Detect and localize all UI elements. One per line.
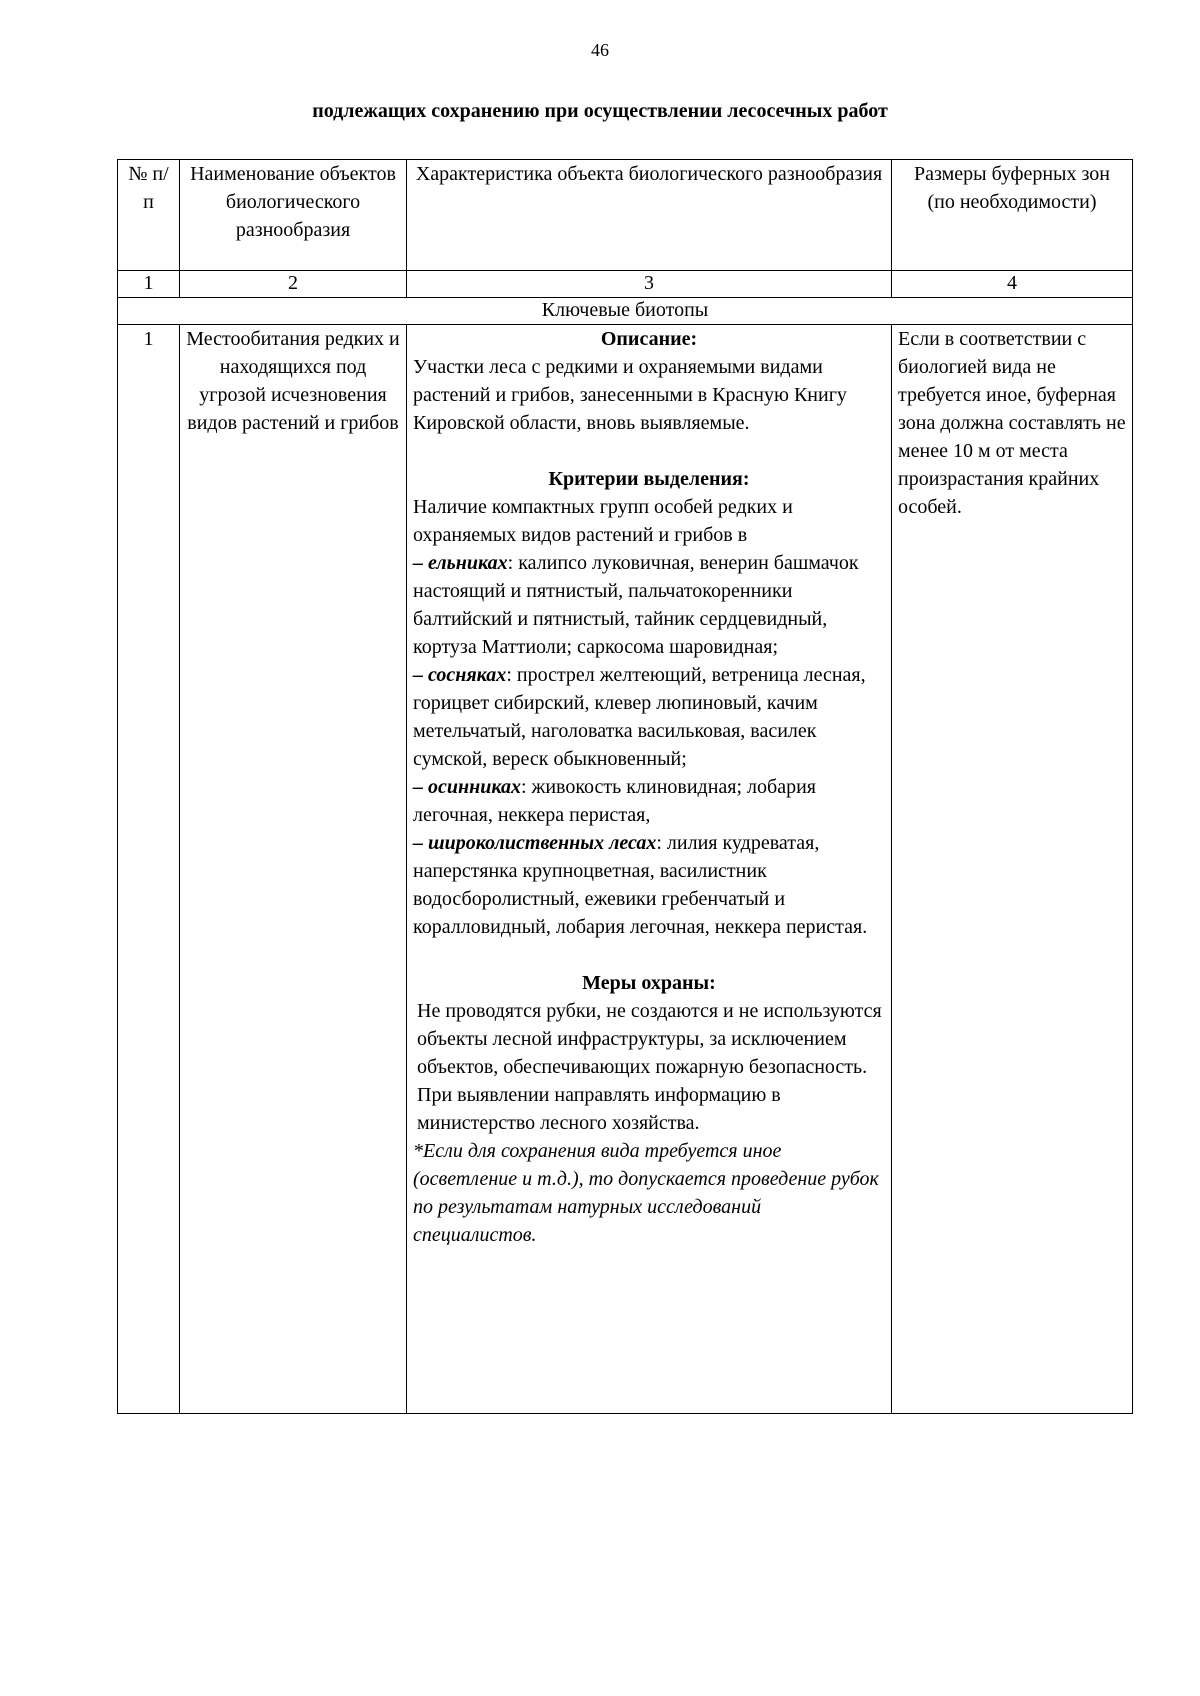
species-list: : калипсо луковичная, венерин башмачок настоящий и пятнистый, пальчатокоренники балтийский и пятнистый, тайник сердцевидный, кортуза Маттиоли; саркосома шаровидная; bbox=[413, 552, 859, 658]
column-number: 4 bbox=[892, 271, 1133, 298]
criteria-item-broadleaf bbox=[413, 829, 885, 941]
criteria-dash: – bbox=[413, 832, 428, 854]
header-buffer-zone: Размеры буферных зон (по необходимости) bbox=[892, 160, 1133, 271]
column-number: 1 bbox=[118, 271, 180, 298]
forest-type: широколиственных лесах bbox=[428, 832, 657, 854]
forest-type: ельниках bbox=[428, 552, 508, 574]
description-text: Участки леса с редкими и охраняемыми видами растений и грибов, занесенными в Красную Книгу Кировской области, вновь выявляемые. bbox=[413, 356, 847, 434]
header-characteristic: Характеристика объекта биологического разнообразия bbox=[407, 160, 892, 271]
section-title: Ключевые биотопы bbox=[118, 298, 1133, 325]
table-row bbox=[118, 325, 1133, 1414]
page-number: 46 bbox=[591, 40, 609, 60]
column-number: 3 bbox=[407, 271, 892, 298]
column-number: 2 bbox=[180, 271, 407, 298]
header-object-name: Наименование объектов биологического разнообразия bbox=[180, 160, 407, 271]
measures-title: Меры охраны: bbox=[582, 972, 716, 994]
forest-type: осинниках bbox=[428, 776, 521, 798]
forest-type: сосняках bbox=[428, 664, 507, 686]
criteria-dash: – bbox=[413, 552, 428, 574]
criteria-dash: – bbox=[413, 664, 428, 686]
row-number: 1 bbox=[118, 325, 180, 1414]
measures-text: Не проводятся рубки, не создаются и не используются объекты лесной инфраструктуры, за исключением объектов, обеспечивающих пожарную безопасность. bbox=[417, 1000, 882, 1078]
species-list: : лилия кудреватая, наперстянка крупноцветная, василистник водосборолистный, ежевики гребенчатый и коралловидный, лобария легочная, неккера перистая. bbox=[413, 832, 868, 938]
column-number-row bbox=[118, 271, 1133, 298]
species-list: : прострел желтеющий, ветреница лесная, горицвет сибирский, клевер люпиновый, качим метельчатый, наголоватка васильковая, василек сумской, вереск обыкновенный; bbox=[413, 664, 866, 770]
measures-text: При выявлении направлять информацию в министерство лесного хозяйства. bbox=[417, 1084, 781, 1134]
criteria-intro: Наличие компактных групп особей редких и охраняемых видов растений и грибов в bbox=[413, 496, 793, 546]
table-header-row bbox=[118, 160, 1133, 271]
buffer-zone: Если в соответствии с биологией вида не требуется иное, буферная зона должна составлять не менее 10 м от места произрастания крайних особей. bbox=[892, 325, 1133, 1414]
biodiversity-table bbox=[117, 159, 1133, 1414]
header-number: № п/п bbox=[118, 160, 180, 271]
criteria-item-aspen bbox=[413, 773, 885, 829]
description-title: Описание: bbox=[600, 328, 698, 350]
criteria-title: Критерии выделения: bbox=[548, 468, 750, 490]
criteria-item-spruce bbox=[413, 549, 885, 661]
criteria-dash: – bbox=[413, 776, 428, 798]
object-name: Местообитания редких и находящихся под угрозой исчезновения видов растений и грибов bbox=[180, 325, 407, 1414]
section-row bbox=[118, 298, 1133, 325]
criteria-item-pine bbox=[413, 661, 885, 773]
document-heading: подлежащих сохранению при осуществлении лесосечных работ bbox=[312, 100, 888, 122]
measures-note: *Если для сохранения вида требуется иное (осветление и т.д.), то допускается проведение рубок по результатам натурных исследований специалистов. bbox=[413, 1140, 879, 1246]
species-list: : живокость клиновидная; лобария легочная, неккера перистая, bbox=[413, 776, 816, 826]
characteristic-cell bbox=[407, 325, 892, 1414]
